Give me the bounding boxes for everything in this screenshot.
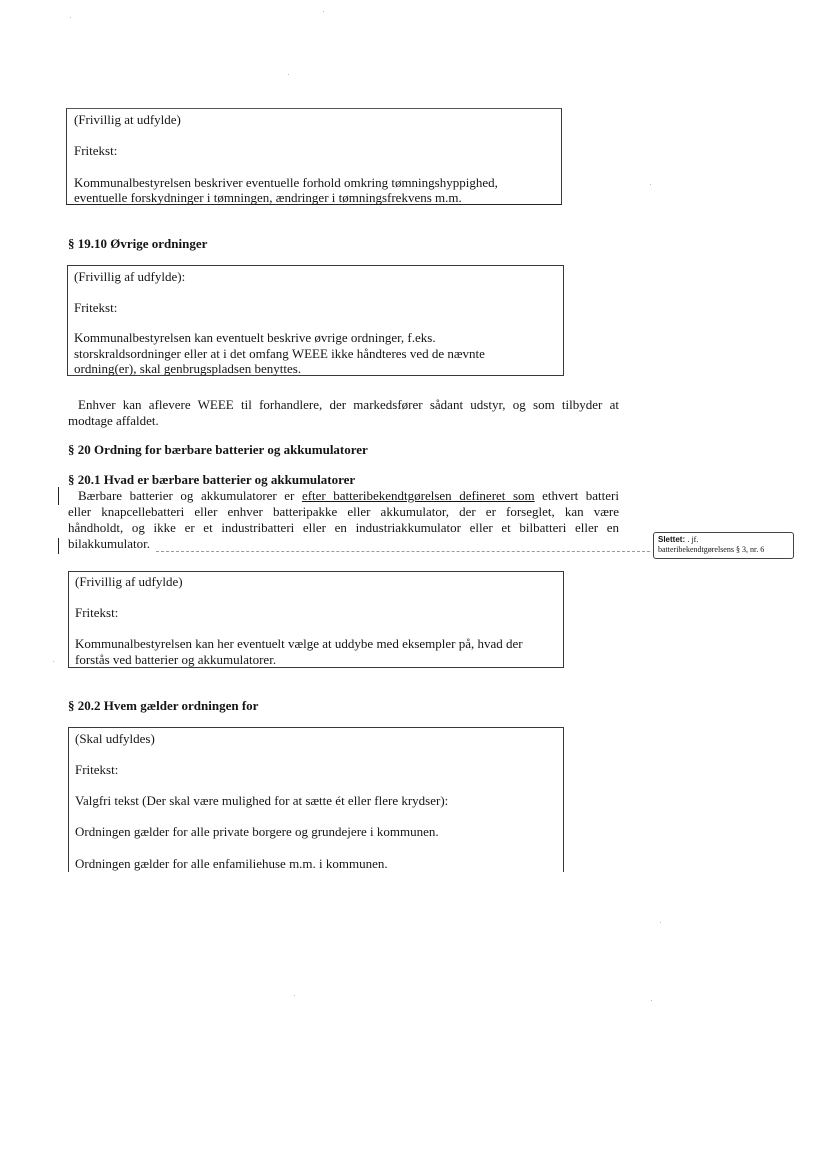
paragraph-line: bilakkumulator. bbox=[68, 536, 150, 551]
scan-speck bbox=[660, 922, 661, 923]
box-text-line: forstås ved batterier og akkumulatorer. bbox=[75, 652, 277, 667]
weee-paragraph bbox=[68, 397, 619, 429]
form-box-hvem bbox=[68, 727, 564, 872]
form-box-tomning bbox=[66, 108, 562, 205]
box-text-line: Valgfri tekst (Der skal være mulighed for at sætte ét eller flere krydser): bbox=[75, 793, 449, 808]
change-bar bbox=[58, 487, 59, 505]
box-instruction: (Skal udfyldes) bbox=[75, 731, 155, 746]
text-segment: Bærbare batterier og akkumulatorer er bbox=[78, 488, 302, 503]
scan-speck bbox=[288, 74, 289, 75]
battery-definition-paragraph bbox=[68, 488, 619, 552]
box-label: Fritekst: bbox=[74, 300, 118, 315]
text-segment: ethvert batteri bbox=[534, 488, 619, 503]
section-heading-20: § 20 Ordning for bærbare batterier og akkumulatorer bbox=[68, 442, 368, 457]
box-text-line: Kommunalbestyrelsen kan eventuelt beskrive øvrige ordninger, f.eks. bbox=[74, 330, 436, 345]
scan-speck bbox=[70, 17, 71, 18]
deletion-comment[interactable] bbox=[653, 532, 794, 559]
form-box-batterier bbox=[68, 571, 564, 668]
paragraph-line bbox=[68, 488, 619, 504]
box-text-line: Kommunalbestyrelsen beskriver eventuelle forhold omkring tømningshyppighed, bbox=[74, 175, 498, 190]
paragraph-line: Enhver kan aflevere WEEE til forhandlere, der markedsfører sådant udstyr, og som tilbyder at bbox=[78, 397, 619, 412]
box-text-line: storskraldsordninger eller at i det omfang WEEE ikke håndteres ved de nævnte bbox=[74, 346, 485, 361]
scan-speck bbox=[650, 184, 651, 185]
section-heading-19-10: § 19.10 Øvrige ordninger bbox=[68, 236, 208, 251]
section-heading-20-2: § 20.2 Hvem gælder ordningen for bbox=[68, 698, 259, 713]
scan-speck bbox=[53, 661, 54, 662]
box-instruction: (Frivillig at udfylde) bbox=[74, 112, 181, 127]
box-label: Fritekst: bbox=[75, 605, 119, 620]
comment-label: Slettet: bbox=[658, 535, 686, 544]
box-text-line: Ordningen gælder for alle enfamiliehuse m.m. i kommunen. bbox=[75, 856, 388, 871]
box-text-line: Kommunalbestyrelsen kan her eventuelt vælge at uddybe med eksempler på, hvad der bbox=[75, 636, 523, 651]
comment-line bbox=[658, 535, 789, 545]
box-text-line: eventuelle forskydninger i tømningen, ændringer i tømningsfrekvens m.m. bbox=[74, 190, 462, 205]
change-bar bbox=[58, 538, 59, 554]
box-label: Fritekst: bbox=[75, 762, 119, 777]
paragraph-line: modtage affaldet. bbox=[68, 413, 159, 428]
paragraph-line: håndholdt, og ikke er et industribatteri eller en industriakkumulator eller et bilbatteri eller en bbox=[68, 520, 619, 535]
scan-speck bbox=[294, 995, 295, 996]
inserted-text: efter batteribekendtgørelsen defineret som bbox=[301, 488, 535, 503]
box-label: Fritekst: bbox=[74, 143, 118, 158]
box-text-line: Ordningen gælder for alle private borgere og grundejere i kommunen. bbox=[75, 824, 439, 839]
section-heading-20-1: § 20.1 Hvad er bærbare batterier og akkumulatorer bbox=[68, 472, 356, 487]
comment-connector-line bbox=[156, 551, 650, 552]
box-instruction: (Frivillig af udfylde) bbox=[75, 574, 183, 589]
paragraph-line: eller knapcellebatteri eller enhver batteripakke eller akkumulator, der er forseglet, kan være bbox=[68, 504, 619, 519]
form-box-ovrige bbox=[67, 265, 564, 376]
comment-text: batteribekendtgørelsens § 3, nr. 6 bbox=[658, 545, 765, 554]
box-text-line: ordning(er), skal genbrugspladsen benyttes. bbox=[74, 361, 302, 376]
scan-speck bbox=[323, 11, 324, 12]
scan-speck bbox=[651, 1000, 652, 1001]
comment-text: . jf. bbox=[687, 535, 699, 544]
box-instruction: (Frivillig af udfylde): bbox=[74, 269, 186, 284]
